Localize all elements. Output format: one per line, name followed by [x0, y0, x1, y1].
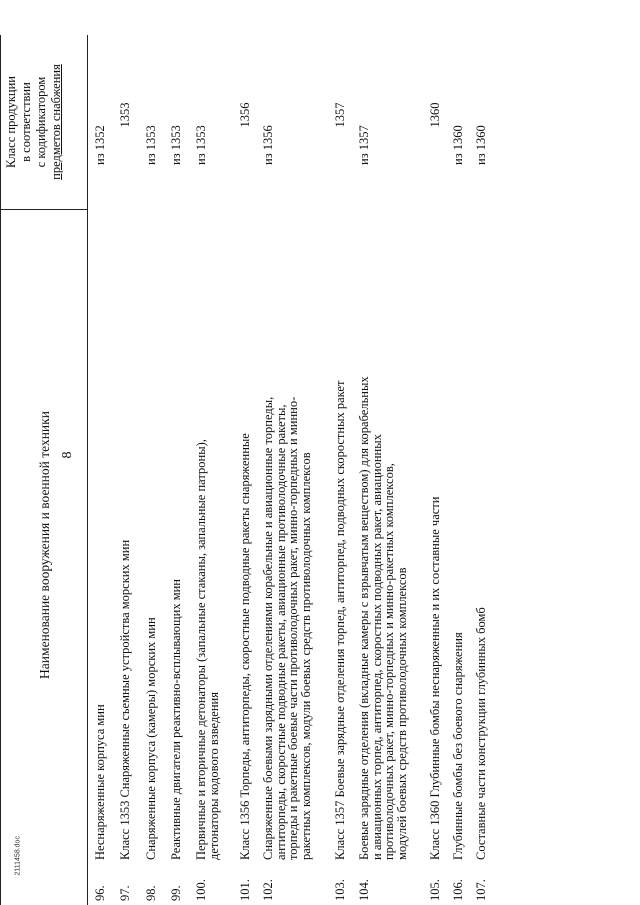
row-name: Класс 1356 Торпеды, антиторпеды, скоростные подводные ракеты снаряженные [238, 433, 252, 860]
header-class-line: предметов снабжения [49, 64, 63, 180]
row-name: Снаряженные боевыми зарядными отделениями корабельные и авиационные торпеды, антиторпеды, скоростные подводные ракеты, авиационные противолодочные ракеты, торпеды и ракетные боевые части противолодочных ракет, минно-торпедных и минно- ракетных комплексов, модули боевых средств противолодочных комплексов [261, 396, 313, 860]
row-name: Класс 1357 Боевые зарядные отделения торпед, антиторпед, подводных скоростных ракет [333, 380, 347, 860]
row-class-code: из 1353 [144, 125, 158, 165]
row-number: 103. [333, 879, 347, 901]
row-name: Неснаряженные корпуса мин [93, 704, 107, 860]
row-class-code: из 1356 [261, 125, 275, 165]
row-class-code: из 1353 [194, 125, 208, 165]
row-number: 107. [474, 879, 488, 901]
row-name: Класс 1353 Снаряженные съемные устройства морских мин [118, 539, 132, 860]
row-number: 100. [194, 879, 208, 901]
row-class-code: из 1353 [169, 125, 183, 165]
row-class-code: 1353 [118, 102, 132, 128]
row-class-code: из 1360 [474, 125, 488, 165]
row-number: 105. [428, 879, 442, 901]
row-number: 99. [169, 885, 183, 901]
row-class-code: 1356 [238, 102, 252, 128]
row-name: Класс 1360 Глубинные бомбы неснаряженные и их составные части [428, 496, 442, 860]
row-number: 104. [357, 879, 371, 901]
header-name-column: Наименование вооружения и военной техники [37, 411, 52, 679]
row-class-code: 1360 [428, 102, 442, 128]
row-number: 102. [261, 879, 275, 901]
header-class-line: Класс продукции [4, 76, 18, 168]
row-class-code: из 1352 [93, 125, 107, 165]
header-class-line: в соответствии [19, 82, 33, 162]
header-separator [1, 209, 87, 210]
row-number: 101. [238, 879, 252, 901]
row-name: Составные части конструкции глубинных бомб [474, 607, 488, 860]
row-class-code: из 1357 [357, 125, 371, 165]
file-name-footer: 2111458.doc [14, 836, 22, 876]
row-name: Реактивные двигатели реактивно-всплывающих мин [169, 579, 183, 860]
rotated-table [0, 35, 520, 905]
row-number: 97. [118, 885, 132, 901]
row-name: Глубинные бомбы без боевого снаряжения [451, 632, 465, 860]
row-number: 98. [144, 885, 158, 901]
row-class-code: из 1360 [451, 125, 465, 165]
row-number: 96. [93, 885, 107, 901]
row-name: Первичные и вторичные детонаторы (запальные стаканы, запальные патроны), детонаторы кодового взведения [194, 439, 221, 860]
row-name: Снаряженные корпуса (камеры) морских мин [144, 617, 158, 860]
row-class-code: 1357 [333, 102, 347, 128]
row-name: Боевые зарядные отделения (вкладные камеры с взрывчатым веществом) для корабельных и авиационных торпед, антиторпед, скоростных подводных ракет, авиационных противолодочных ракет, минно-торпедных и минно-ракетных комплексов, модулей боевых средств противолодочных комплексов [357, 376, 409, 860]
header-class-line: с кодификатором [34, 76, 48, 168]
page-number: 8 [60, 451, 75, 459]
header-class-column [4, 36, 64, 208]
row-number: 106. [451, 879, 465, 901]
table-header [0, 35, 88, 905]
